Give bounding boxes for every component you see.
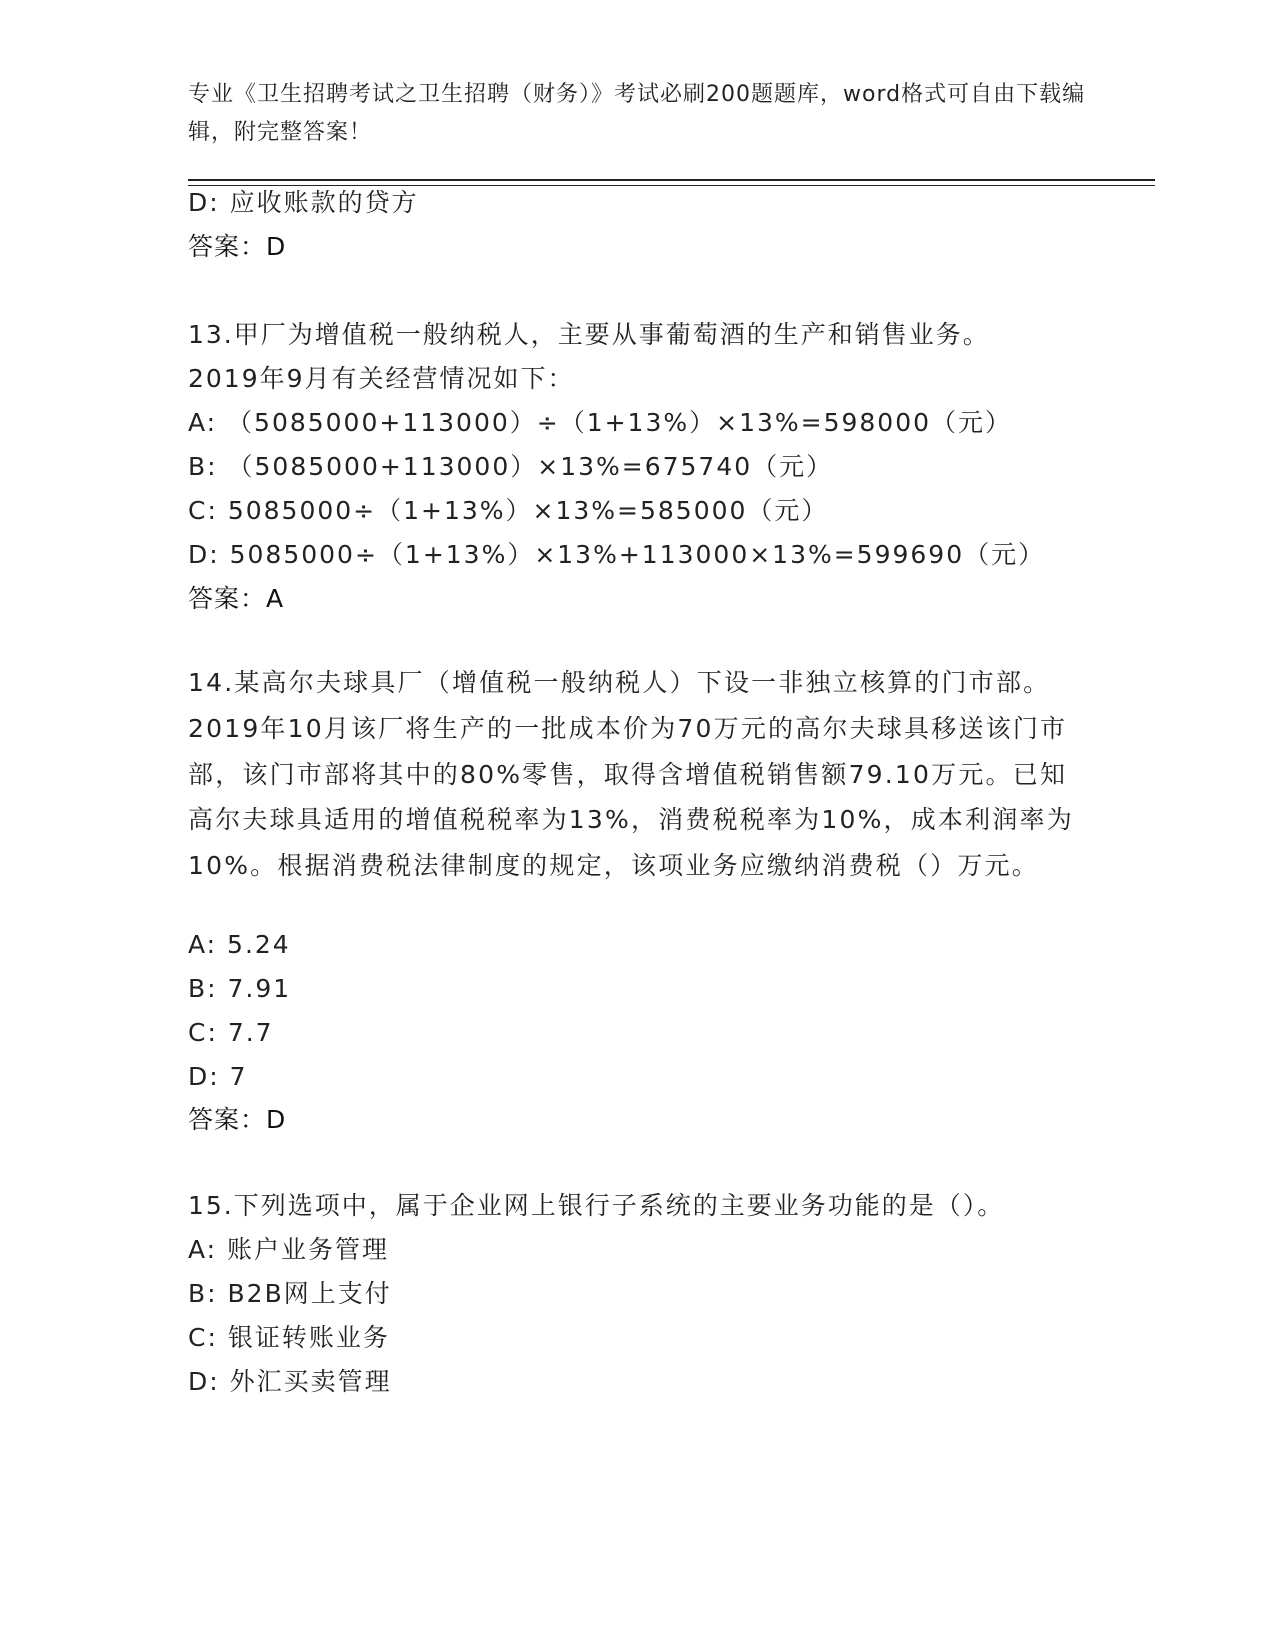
q13-option-a: A: （5085000+113000）÷（1+13%）×13%=598000（元） bbox=[188, 408, 1013, 437]
q15-option-a: A: 账户业务管理 bbox=[188, 1235, 390, 1264]
q13-option-c: C: 5085000÷（1+13%）×13%=585000（元） bbox=[188, 496, 829, 525]
q14-answer: 答案：D bbox=[188, 1105, 287, 1134]
q15-option-d: D: 外汇买卖管理 bbox=[188, 1367, 392, 1396]
page-header-title: 专业《卫生招聘考试之卫生招聘（财务）》考试必刷200题题库，word格式可自由下载编辑，附完整答案！ bbox=[188, 82, 1086, 145]
q14-option-c: C: 7.7 bbox=[188, 1018, 274, 1047]
q13-answer: 答案：A bbox=[188, 584, 285, 613]
q13-stem-line2: 2019年9月有关经营情况如下： bbox=[188, 364, 575, 393]
q14-option-d: D: 7 bbox=[188, 1062, 248, 1091]
q14-option-b: B: 7.91 bbox=[188, 974, 292, 1003]
q12-answer: 答案：D bbox=[188, 232, 287, 261]
q13-stem-line1: 13.甲厂为增值税一般纳税人，主要从事葡萄酒的生产和销售业务。 bbox=[188, 320, 990, 349]
q15-stem: 15.下列选项中，属于企业网上银行子系统的主要业务功能的是（）。 bbox=[188, 1191, 1005, 1220]
q14-stem: 14.某高尔夫球具厂（增值税一般纳税人）下设一非独立核算的门市部。2019年10月该厂将生产的一批成本价为70万元的高尔夫球具移送该门市部，该门市部将其中的80%零售，取得含增值税销售额79.10万元。已知高尔夫球具适用的增值税税率为13%，消费税税率为10%，成本利润率为10%。根据消费税法律制度的规定，该项业务应缴纳消费税（）万元。 bbox=[188, 668, 1074, 881]
q13-option-d: D: 5085000÷（1+13%）×13%+113000×13%=599690（元） bbox=[188, 540, 1046, 569]
q13-option-b: B: （5085000+113000）×13%=675740（元） bbox=[188, 452, 834, 481]
q14-option-a: A: 5.24 bbox=[188, 930, 291, 959]
q15-option-c: C: 银证转账业务 bbox=[188, 1323, 390, 1352]
q12-option-d: D: 应收账款的贷方 bbox=[188, 188, 419, 217]
q15-option-b: B: B2B网上支付 bbox=[188, 1279, 392, 1308]
